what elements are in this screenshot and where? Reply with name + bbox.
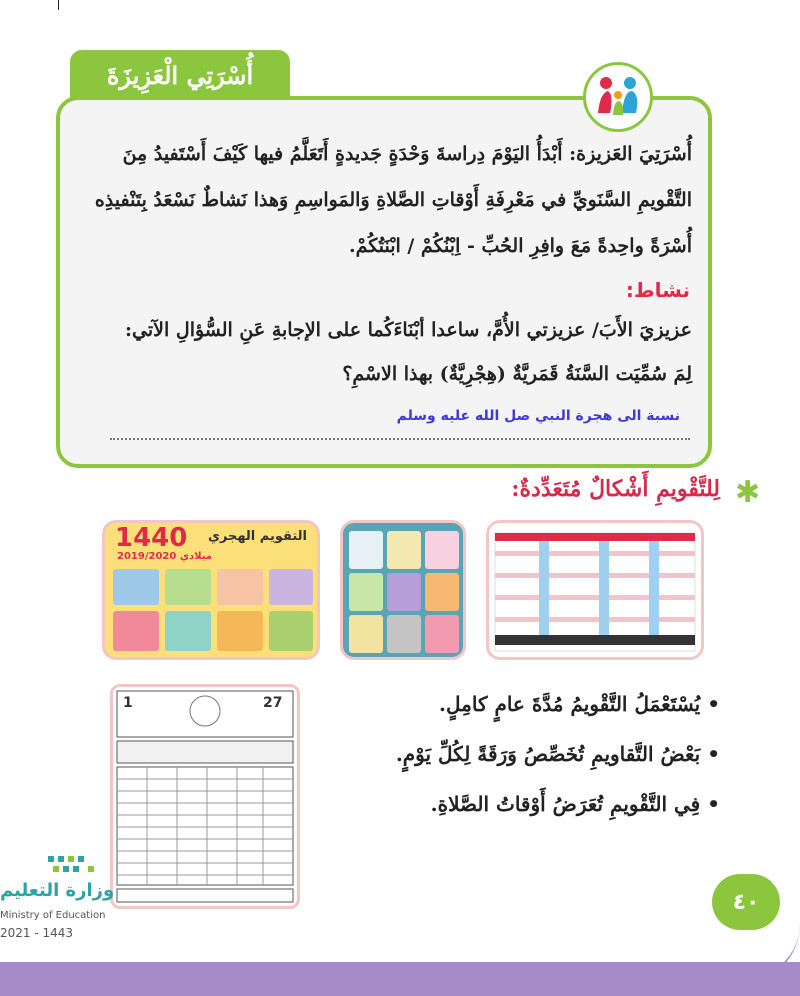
answer-line	[110, 438, 690, 440]
hijri-calendar-title: التقويم الهجري	[207, 529, 307, 544]
page-number: ٤٠	[712, 874, 780, 930]
ministry-logo-icon	[44, 852, 114, 882]
svg-text:1: 1	[123, 695, 133, 711]
family-paragraph-line-3: أُسْرَةً واحِدةً مَعَ وافِرِ الحُبِّ - اِبْنُكُمْ / ابْنَتُكُمْ.	[348, 235, 692, 257]
ministry-year: 2021 - 1443	[0, 926, 74, 940]
family-paragraph-line-2: التَّقْويمِ السَّنَويِّ في مَعْرِفَةِ أَوْقاتِ الصَّلاةِ وَالمَواسِمِ وَهذا نَشاطٌ نَسْعَدُ بِتَنْفيذِه	[94, 189, 692, 211]
table-calendar-image	[486, 520, 704, 660]
daily-calendar-image	[110, 684, 300, 909]
daily-calendar-sheet	[113, 687, 297, 906]
hijri-calendar-year: 1440	[115, 523, 188, 553]
ministry-english-name: Ministry of Education	[0, 910, 106, 921]
svg-text:27: 27	[263, 695, 283, 711]
activity-line-2: لِمَ سُمِّيَت السَّنَةُ قَمَريَّةٌ (هِجْرِيَّةٌ) بهذا الاسْمِ؟	[342, 363, 692, 385]
family-figures-icon	[586, 65, 650, 129]
activity-title: نشاط:	[625, 278, 690, 302]
flower-bullet-icon: ✱	[735, 475, 761, 510]
ministry-dots-icon	[44, 852, 114, 882]
table-calendar-grid	[489, 523, 701, 657]
footer-band	[0, 962, 800, 996]
bullet-1: • يُسْتَعْمَلُ التَّقْويمُ مُدَّةَ عامٍ كامِلٍ.	[439, 692, 720, 716]
crop-mark	[58, 0, 59, 10]
activity-line-1: عزيزيَ الأَبَ/ عزيزتي الأُمَّ، ساعدا أبْنَاءَكُما على الإجابةِ عَنِ السُّؤالِ الآتي:	[125, 319, 692, 341]
hijri-calendar-image	[102, 520, 320, 660]
answer-text: نسبة الى هجرة النبي صل الله عليه وسلم	[396, 408, 680, 424]
family-tab-title: أُسْرَتِي الْعَزِيزَةَ	[70, 50, 290, 100]
color-calendar-image	[340, 520, 466, 660]
bullet-3: • فِي التَّقْويمِ تُعَرَضُ أَوْقاتُ الصَّلاةِ.	[430, 792, 720, 816]
ministry-arabic-name: وزارة التعليم	[0, 880, 115, 901]
family-icon	[583, 62, 653, 132]
bullet-2: • بَعْضُ التَّقاويمِ تُخَصِّصُ وَرَقَةً لِكُلِّ يَوْمٍ.	[395, 742, 720, 766]
family-paragraph-line-1: أُسْرَتِيَ العَزيزة: أَبْدَأُ اليَوْمَ دِراسةَ وَحْدَةٍ جَديدةٍ أَتَعَلَّمُ فيها كَيْفَ أَسْتَفيدُ مِنَ	[122, 143, 692, 165]
calendar-heading: لِلتَّقْويمِ أَشْكالٌ مُتَعَدِّدةٌ:	[511, 476, 720, 502]
hijri-calendar-milady: 2019/2020 ميلادي	[117, 551, 212, 562]
